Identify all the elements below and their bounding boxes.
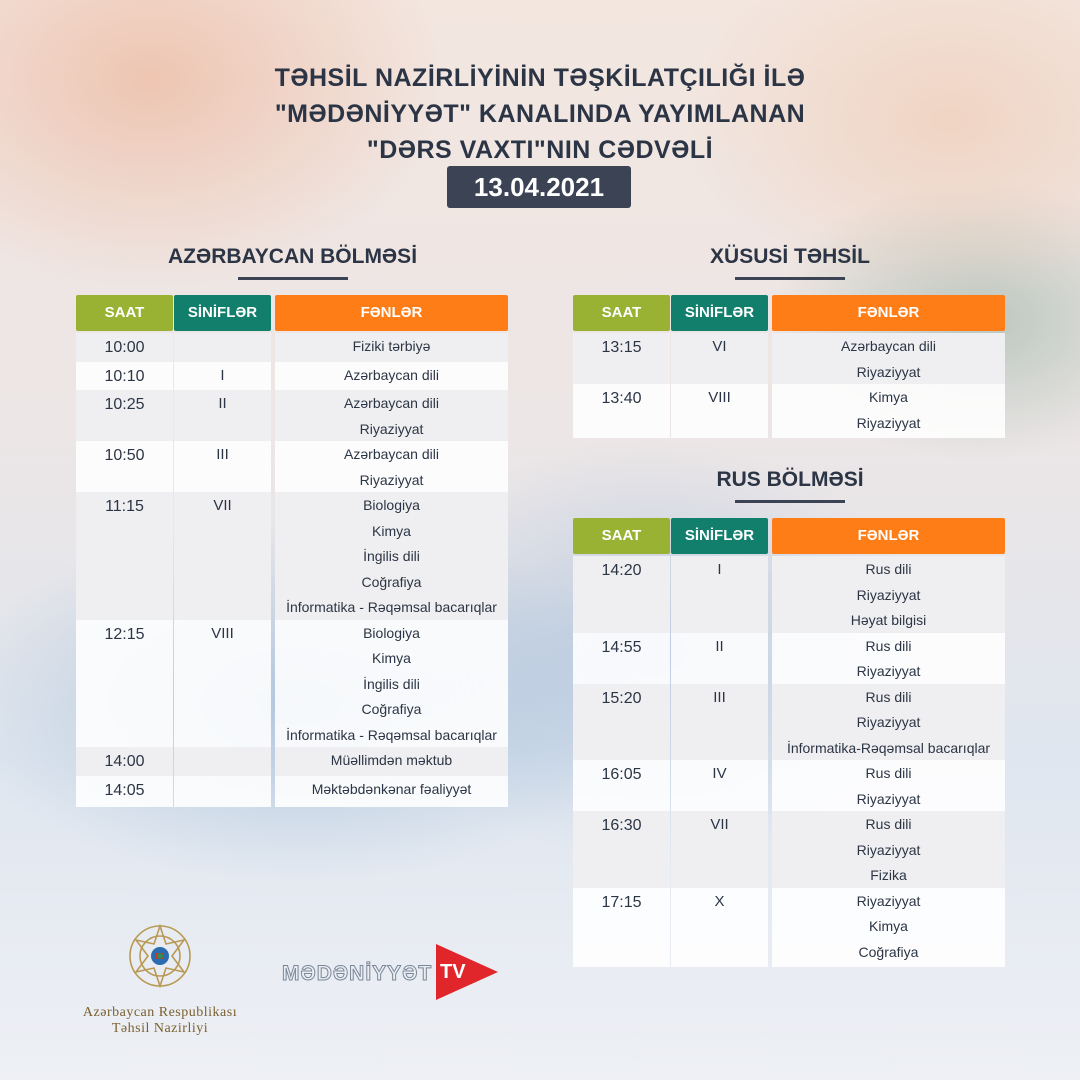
table-row	[76, 441, 173, 492]
section-title-xususi	[640, 245, 940, 280]
grade-cell: III	[216, 446, 229, 463]
subject-cell: Kimya	[869, 389, 908, 405]
table-row	[275, 390, 508, 441]
table-row	[772, 633, 1005, 684]
table-row	[573, 633, 670, 684]
table-row	[275, 333, 508, 362]
column-fenler	[772, 333, 1005, 438]
subject-cell: Rus dili	[865, 816, 912, 832]
column-header-sinifler: SİNİFLƏR	[671, 518, 768, 554]
subject-cell: Azərbaycan dili	[344, 446, 439, 462]
subject-cell: Həyat bilgisi	[850, 612, 927, 628]
time-cell: 10:10	[104, 367, 145, 385]
subject-cell: Coğrafiya	[858, 943, 919, 960]
subject-cell: Azərbaycan dili	[344, 366, 439, 383]
subject-cell: İnformatika-Rəqəmsal bacarıqlar	[786, 739, 991, 756]
subject-cell: Coğrafiya	[361, 701, 422, 717]
table-row	[275, 441, 508, 492]
subject-cell: Biologiya	[363, 497, 420, 513]
time-cell: 10:25	[104, 396, 145, 413]
grade-cell: II	[218, 395, 227, 412]
column-header-sinifler: SİNİFLƏR	[174, 295, 271, 331]
table-row	[174, 362, 271, 391]
grade-cell: I	[717, 561, 722, 578]
table-row	[671, 811, 768, 888]
table-row	[275, 362, 508, 391]
subject-cell: Riyaziyyat	[856, 841, 921, 858]
table-row	[76, 620, 173, 748]
column-header-saat: SAAT	[573, 295, 670, 331]
grade-cell: III	[713, 688, 726, 706]
table-row	[772, 684, 1005, 761]
subject-cell: Fizika	[870, 867, 907, 883]
subject-cell: Rus dili	[865, 561, 912, 577]
table-row	[772, 384, 1005, 435]
column-header-saat: SAAT	[76, 295, 173, 331]
ministry-name-line-1: Azərbaycan Respublikası	[82, 1005, 238, 1020]
time-cell: 13:15	[601, 339, 642, 356]
subject-cell: Riyaziyyat	[856, 663, 921, 679]
table-row	[573, 760, 670, 811]
table-row	[76, 747, 173, 776]
subject-cell: Azərbaycan dili	[344, 395, 439, 411]
grade-cell: X	[714, 892, 725, 910]
subject-cell: Riyaziyyat	[856, 892, 921, 909]
subject-cell: Riyaziyyat	[359, 420, 424, 437]
table-row	[772, 556, 1005, 633]
time-cell: 10:00	[104, 339, 145, 356]
grade-cell: VII	[213, 497, 232, 514]
ministry-name-line-2: Təhsil Nazirliyi	[111, 1021, 209, 1036]
tv-channel-name: MƏDƏNİYYƏT	[282, 962, 433, 985]
grade-cell: I	[220, 366, 225, 384]
grade-cell: IV	[712, 765, 727, 782]
subject-cell: Riyaziyyat	[856, 586, 921, 603]
subject-cell: Coğrafiya	[361, 573, 422, 590]
subject-cell: İnformatika - Rəqəmsal bacarıqlar	[286, 599, 497, 615]
table-row	[671, 888, 768, 965]
time-cell: 14:55	[601, 638, 642, 656]
column-header-sinifler: SİNİFLƏR	[671, 295, 768, 331]
subject-cell: Rus dili	[865, 688, 912, 705]
subject-cell: Biologiya	[363, 624, 420, 641]
column-header-fenler: FƏNLƏR	[275, 295, 508, 331]
subject-cell: Rus dili	[865, 765, 912, 781]
table-row	[174, 390, 271, 441]
table-row	[174, 776, 271, 805]
date-badge: 13.04.2021	[447, 166, 631, 208]
column-sinifler	[671, 556, 768, 967]
column-saat	[573, 333, 670, 438]
time-cell: 13:40	[601, 390, 642, 407]
time-cell: 14:20	[601, 562, 642, 579]
table-row	[174, 441, 271, 492]
table-row	[573, 556, 670, 633]
subject-cell: Fiziki tərbiyə	[352, 338, 431, 354]
table-row	[671, 684, 768, 761]
subject-cell: Riyaziyyat	[856, 363, 921, 380]
table-row	[573, 811, 670, 888]
section-title-azerbaycan-text: AZƏRBAYCAN BÖLMƏSİ	[167, 245, 418, 268]
time-cell: 10:50	[104, 447, 145, 464]
column-saat	[573, 556, 670, 967]
table-row	[275, 620, 508, 748]
subject-cell: Məktəbdənkənar fəaliyyət	[311, 780, 472, 797]
section-underline	[735, 500, 845, 503]
subject-cell: Riyaziyyat	[856, 714, 921, 730]
subject-cell: Azərbaycan dili	[841, 338, 936, 354]
section-underline	[238, 277, 348, 280]
time-cell: 12:15	[104, 625, 145, 643]
table-row	[76, 362, 173, 391]
time-cell: 17:15	[601, 893, 642, 911]
subject-cell: Kimya	[372, 650, 411, 666]
time-cell: 15:20	[601, 689, 642, 707]
table-row	[671, 333, 768, 384]
table-row	[772, 888, 1005, 965]
column-saat	[76, 333, 173, 807]
table-row	[174, 333, 271, 362]
subject-cell: Riyaziyyat	[856, 414, 921, 431]
table-row	[573, 888, 670, 965]
grade-cell: VIII	[708, 389, 731, 406]
table-row	[76, 390, 173, 441]
subject-cell: Rus dili	[865, 637, 912, 654]
table-row	[772, 333, 1005, 384]
column-header-fenler: FƏNLƏR	[772, 295, 1005, 331]
table-row	[573, 684, 670, 761]
time-cell: 14:05	[104, 781, 145, 799]
table-row	[573, 384, 670, 435]
subject-cell: Kimya	[869, 918, 908, 934]
time-cell: 11:15	[105, 498, 144, 515]
column-fenler	[275, 333, 508, 807]
section-title-rus	[640, 468, 940, 503]
table-row	[174, 620, 271, 748]
time-cell: 16:30	[601, 817, 642, 834]
table-row	[76, 492, 173, 620]
table-row	[76, 776, 173, 805]
section-title-azerbaycan	[140, 245, 445, 280]
column-header-saat: SAAT	[573, 518, 670, 554]
subject-cell: Kimya	[372, 522, 411, 539]
table-row	[671, 760, 768, 811]
section-title-rus-text: RUS BÖLMƏSİ	[716, 468, 864, 491]
table-row	[772, 760, 1005, 811]
table-row	[275, 776, 508, 805]
table-row	[671, 633, 768, 684]
subject-cell: Riyaziyyat	[359, 471, 424, 488]
grade-cell: VIII	[211, 624, 234, 642]
column-header-fenler: FƏNLƏR	[772, 518, 1005, 554]
section-title-xususi-text: XÜSUSİ TƏHSİL	[710, 245, 870, 268]
subject-cell: İngilis dili	[363, 675, 420, 692]
table-row	[174, 492, 271, 620]
subject-cell: İnformatika - Rəqəmsal bacarıqlar	[286, 726, 497, 743]
title-line-1: TƏHSİL NAZİRLİYİNİN TƏŞKİLATÇILIĞI İLƏ	[274, 64, 806, 92]
table-row	[671, 384, 768, 435]
tv-badge: TV	[440, 961, 466, 983]
section-underline	[735, 277, 845, 280]
column-sinifler	[671, 333, 768, 438]
grade-cell: VI	[712, 338, 727, 355]
ministry-logo	[60, 920, 260, 1037]
table-row	[76, 333, 173, 362]
table-row	[671, 556, 768, 633]
ministry-emblem-icon	[124, 920, 196, 992]
grade-cell: II	[715, 637, 724, 655]
table-row	[174, 747, 271, 776]
table-row	[275, 492, 508, 620]
title-line-2: "MƏDƏNİYYƏT" KANALINDA YAYIMLANAN	[274, 100, 806, 128]
title-line-3: "DƏRS VAXTI"NIN CƏDVƏLİ	[366, 136, 714, 164]
table-row	[772, 811, 1005, 888]
subject-cell: İngilis dili	[363, 548, 420, 564]
column-fenler	[772, 556, 1005, 967]
time-cell: 14:00	[104, 753, 145, 770]
time-cell: 16:05	[601, 766, 642, 783]
table-row	[275, 747, 508, 776]
column-sinifler	[174, 333, 271, 807]
subject-cell: Müəllimdən məktub	[330, 752, 453, 768]
table-row	[573, 333, 670, 384]
page-title	[0, 60, 1080, 168]
grade-cell: VII	[710, 816, 729, 833]
subject-cell: Riyaziyyat	[856, 790, 921, 807]
